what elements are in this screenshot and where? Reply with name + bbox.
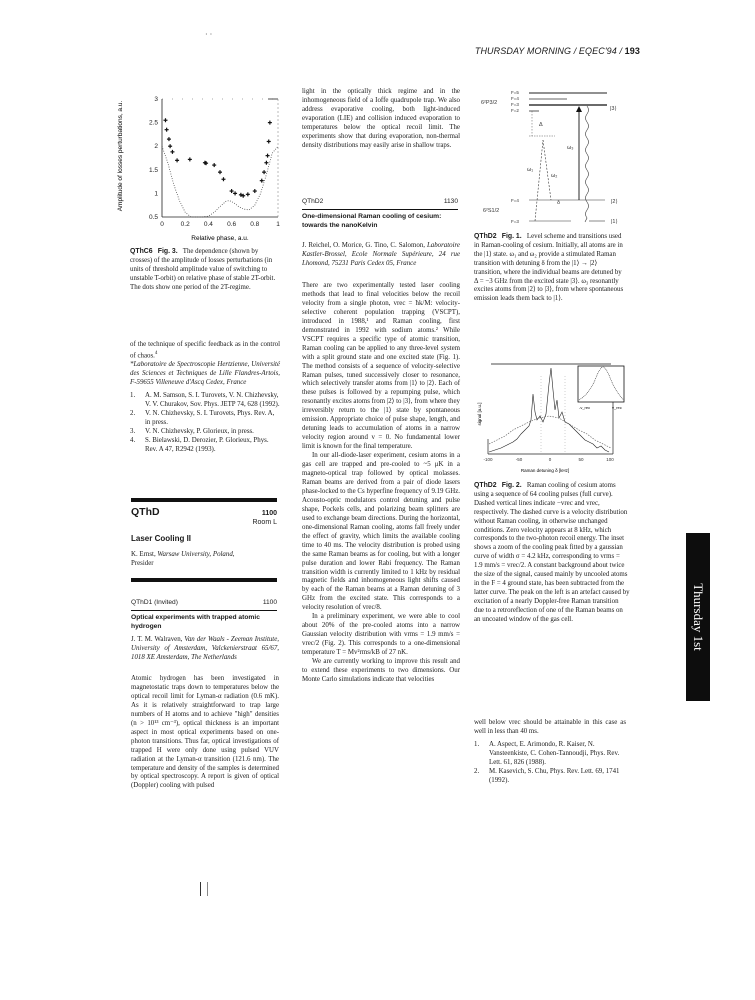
svg-text:|2⟩: |2⟩ [611,199,618,205]
fig3-xtick: 0.8 [250,221,260,228]
paper1-time: 1100 [262,599,277,606]
session-code: QThD [131,506,160,518]
paper2-title: One-dimensional Raman cooling of cesium: towards the nanoKelvin [302,213,442,229]
fig3-ytick: 3 [154,96,158,103]
paper2-code: QThD2 [302,198,324,205]
session-rule-2 [131,578,277,582]
session-presider: K. Ernst, Warsaw University, Poland, Presider [131,551,235,567]
fig3-caption [130,248,278,293]
svg-text:F=4: F=4 [511,96,519,101]
svg-text:|1⟩: |1⟩ [611,219,618,225]
col1-references [130,392,280,455]
fig3-ylabel: Amplitude of losses perturbations, a.u. [117,100,124,212]
fig1-upper-state: 6²P3/2 [481,100,498,106]
col1-affiliation: *Laboratoire de Spectroscopie Hertzienne, Université des Sciences et Techniques de Lille Flandres-Artois, F-59655 Villeneuve d'Ascq Cedex, France [130,361,280,387]
session-time: 1100 [261,510,277,517]
paper2-paragraph: In a preliminary experiment, we were able to cool about 20% of the pre-cooled atoms into a narrow Gaussian velocity distribution with vrms = 1.9 mm/s = vrec/2 (Fig. 2). This corresponds to a one-dimensional temperature T = Mv²rms/kB of 27 nK. [302,613,460,657]
svg-text:50: 50 [578,457,584,462]
fig3-ytick: 0.5 [148,214,158,221]
paper1-body: Atomic hydrogen has been investigated in magnetostatic traps down to temperatures below the optical recoil limit for Lyman-α radiation (0.6 mK). As it is relatively straightforward to trap large numbers of H atoms and to achieve "high" densities (n > 10¹³ cm⁻³), optical thickness is an important aspect in most optical experiments based on one-photon transitions. Thus far, optical investigations of trapped H were only done using pulsed VUV radiation at the Lyman-α transition (121.6 nm). The temperature and density of the samples is determined by optical spectroscopy. A report is given of optical (Doppler) cooling with pulsed [131,675,279,790]
fig2-inset-left-label: -v_rec [579,405,591,410]
fig3-xtick: 0.2 [180,221,190,228]
paper1-body-continued: light in the optically thick regime and in the inhomogeneous field of a Ioffe quadrupole trap. We also address evaporative cooling, both light-induced evaporation (LIE) and collision induced evaporation to temperatures below the optical recoil limit. The experiments show that during evaporation, non-thermal density distributions may easily arise in shallow traps. [302,88,460,149]
svg-text:F=4: F=4 [511,198,519,203]
fig3-xtick: 0.6 [227,221,237,228]
running-title: THURSDAY MORNING / EQEC'94 / [474,46,625,56]
reference-item: 2. M. Kasevich, S. Chu, Phys. Rev. Lett. 69, 1741 (1992). [474,767,620,784]
paper2-body-continued: well below vrec should be attainable in this case as well in less than 40 ms. 1. A. Aspect, E. Arimondo, R. Kaiser, N. Vansteenkiste, C. Cohen-Tannoudji, Phys. Rev. Lett. 61, 826 (1988). 2. M. Kasevich, S. Chu, Phys. Rev. Lett. 69, 1741 (1992). [474,719,626,784]
fig2-xlabel: Raman detuning δ [kHz] [520,468,570,473]
paper1-title: Optical experiments with trapped atomic hydrogen [131,614,260,630]
paper2-paragraph: In our all-diode-laser experiment, cesium atoms in a gas cell are trapped and pre-cooled to ~5 μK in a magneto-optical trap followed by optical molasses. Raman beams are derived from a pair of diode lasers phase-locked to the Cs hyperfine frequency of 9.19 GHz. Acousto-optic modulators control detuning and pulse shape, Pockels cells, and polarizing beam splitters are used to exchange beam directions. During the horizontal, one-dimensional Raman cooling, atoms fall freely under the effect of gravity, which limits the available cooling time to 40 ms. The velocity distribution is probed using the same Raman beams as for cooling, but with a longer pulse duration and lower Rabi frequency. The Raman transition width is currently limited to 1 kHz by residual magnetic fields and inhomogeneous light shifts caused by each of the Raman beams at a Raman detuning of 3 GHz from the excited state. This corresponds to a velocity resolution of vrec/8. [302,452,460,612]
fig2-chart [477,364,638,476]
fig2-inset-right-label: v_rec [612,405,622,410]
paper1-header [131,599,277,606]
reference-item: 1. A. M. Samson, S. I. Turovets, V. N. Chizhevsky, V. V. Churakov, Sov. Phys. JETP 74, 628 (1992). [130,392,280,409]
paper1-byline: J. T. M. Walraven, Van der Waals - Zeeman Institute, University of Amsterdam, Valckenierstraat 65/67, 1018 XE Amsterdam, The Netherlands [131,636,279,661]
fig2-ylabel: signal [a.u.] [477,402,482,426]
fig3-caption-text: The dependence (shown by crosses) of the amplitude of losses perturbations (in units of threshold amplitude value of switching to unstable T-orbit) on relative phase of stable 2T-orbit. The dots show one period of the 2T-regime. [130,248,276,291]
svg-text:F=2: F=2 [511,108,519,113]
paper1-rule [131,610,277,611]
fig3-chart [110,84,290,244]
fig3-ytick: 2.5 [148,119,158,127]
session-room: Room L [252,519,277,526]
svg-text:ω₁: ω₁ [527,167,534,173]
fig3-caption-fig: Fig. 3. [157,248,178,255]
svg-text:F=5: F=5 [511,90,519,95]
paper2-paragraph: We are currently working to improve this result and to extend these experiments to two dimensions. Our Monte Carlo simulations indicate that velocities [302,658,460,683]
fig3-ytick: 1 [154,190,158,198]
svg-text:Δ: Δ [539,122,543,128]
svg-text:δ: δ [557,200,561,206]
fig3-ytick: 2 [154,143,158,151]
paper2-time: 1130 [443,198,458,205]
session-header [131,506,277,518]
side-tab [686,533,710,701]
fig1-lower-state: 6²S1/2 [483,208,500,214]
svg-text:ω₃: ω₃ [567,145,574,151]
paper2-header [302,198,458,205]
paper2-rule [302,209,458,210]
fig1-caption: QThD2 Fig. 1. Level scheme and transitions used in Raman-cooling of cesium. Initially, all atoms are in the |1⟩ state. ω₁ and ω₂ provide a stimulated Raman transition with detuning δ from the |1⟩ → |2⟩ transition, where the individual beams are detuned by Δ = −3 GHz from the excited state |3⟩. ω₃ resonantly excites atoms from |2⟩ to |3⟩, from where spontaneous emission leads them back to |1⟩. [474,233,624,303]
paper1-code: QThD1 (Invited) [131,599,178,606]
svg-text:-100: -100 [483,457,493,462]
fig3-xlabel: Relative phase, a.u. [191,235,249,242]
session-rule [131,498,277,502]
paper2-references [474,741,626,786]
reference-item: 3. V. N. Chizhevsky, P. Glorieux, in press. [130,427,254,435]
reference-item: 4. S. Bielawski, D. Derozier, P. Glorieux, Phys. Rev. A 47, R2942 (1993). [130,436,269,453]
scan-artifact: · · [205,30,213,39]
col1-continuation: of the technique of specific feedback as in the control of chaos.$^4$ *Laboratoire de Spectroscopie Hertzienne, Université des Sciences et Techniques de Lille Flandres-Artois, F-59655 Villeneuve d'Ascq Cedex, France 1. A. M. Samson, S. I. Turovets, V. N. Chizhevsky, V. V. Churakov, Sov. Phys. JETP 74, 628 (1992). 2. V. N. Chizhevsky, S. I. Turovets, Phys. Rev. A, in press. 3. V. N. Chizhevsky, P. Glorieux, in press. 4. S. Bielawski, D. Derozier, P. Glorieux, Phys. Rev. A 47, R2942 (1993). [130,341,280,453]
paper2-byline: J. Reichel, O. Morice, G. Tino, C. Salomon, Laboratoire Kastler-Brossel, Ecole Normale Supérieure, 24 rue Lhomond, 75231 Paris Cedex 05, France [302,242,460,267]
svg-text:100: 100 [606,457,614,462]
svg-text:ω₂: ω₂ [551,173,558,179]
svg-text:-50: -50 [515,457,523,462]
fig3-xtick: 0 [160,221,164,228]
fig2-caption: QThD2 Fig. 2. Raman cooling of cesium atoms using a sequence of 64 cooling pulses (full curve). Dashed vertical lines indicate −vrec and vrec, respectively. The dashed curve is a velocity distribution without Raman cooling, in otherwise unchanged conditions. Zero velocity appears at 8 kHz, which corresponds to the two-photon recoil energy. The inset shows a zoom of the cooling peak fitted by a gaussian curve of width σ = 4.2 kHz, corresponding to vrms = 1.9 mm/s = vrec/2. A constant background about twice the size of the signal, caused mainly by uncooled atoms in the F = 4 ground state, has been subtracted from the latter curve. The peak on the left is an artefact caused by excitation of a nearly Doppler-free Raman transition due to a retroreflection of one of the Raman beams on an uncoated window of the gas cell. [474,482,630,623]
fig3-xtick: 0.4 [203,221,213,228]
svg-text:0: 0 [548,457,552,462]
paper2-paragraph: There are two experimentally tested laser cooling methods that lead to final velocities below the recoil velocity from a single photon, vrec = ħk/M: velocity-selective coherent population trapping (VSCPT), introduced in 1988,¹ and Raman cooling, first demonstrated in 1992 with sodium atoms.² While VSCPT requires a specific type of atomic transition, Raman cooling can be applied to any three-level system with a split ground state and one excited state (Fig. 1). The method consists of a sequence of velocity-selective Raman pulses, tuned successively closer to resonance, which selectively transfer atoms from |1⟩ to |2⟩. Each of these pulses is followed by a repumping pulse, which resonantly excites atoms from |2⟩ to |3⟩, from where they irreversibly return to the |1⟩ state by spontaneous emission. Appropriate choice of pulse shape, length, and detuning leads to accumulation of atoms in a narrow velocity region around v = 0. No fundamental lower limit is known for the final temperature. [302,282,460,451]
fig3-xtick: 1 [276,221,280,228]
fig3-caption-label: QThC6 [130,248,153,255]
fig3-dotted-curve [162,146,278,217]
session-title: Laser Cooling II [131,534,192,543]
reference-item: 2. V. N. Chizhevsky, S. I. Turovets, Phys. Rev. A, in press. [130,409,275,426]
paper2-body [302,282,460,685]
fig3-ytick: 1.5 [148,166,158,174]
running-head [440,46,640,56]
svg-text:F=3: F=3 [511,102,519,107]
page-number: 193 [624,46,640,56]
svg-text:F=3: F=3 [511,219,519,224]
side-tab-label: Thursday 1st [691,583,706,651]
fig3-crosses [163,118,271,198]
scan-artifact-bottom [200,882,208,896]
fig1-level-diagram [475,84,635,229]
col1-cont-text: of the technique of specific feedback as in the control of chaos. [130,341,280,360]
reference-item: 1. A. Aspect, E. Arimondo, R. Kaiser, N. Vansteenkiste, C. Cohen-Tannoudji, Phys. Rev. Lett. 61, 826 (1988). [474,740,620,766]
svg-text:|3⟩: |3⟩ [610,106,617,112]
